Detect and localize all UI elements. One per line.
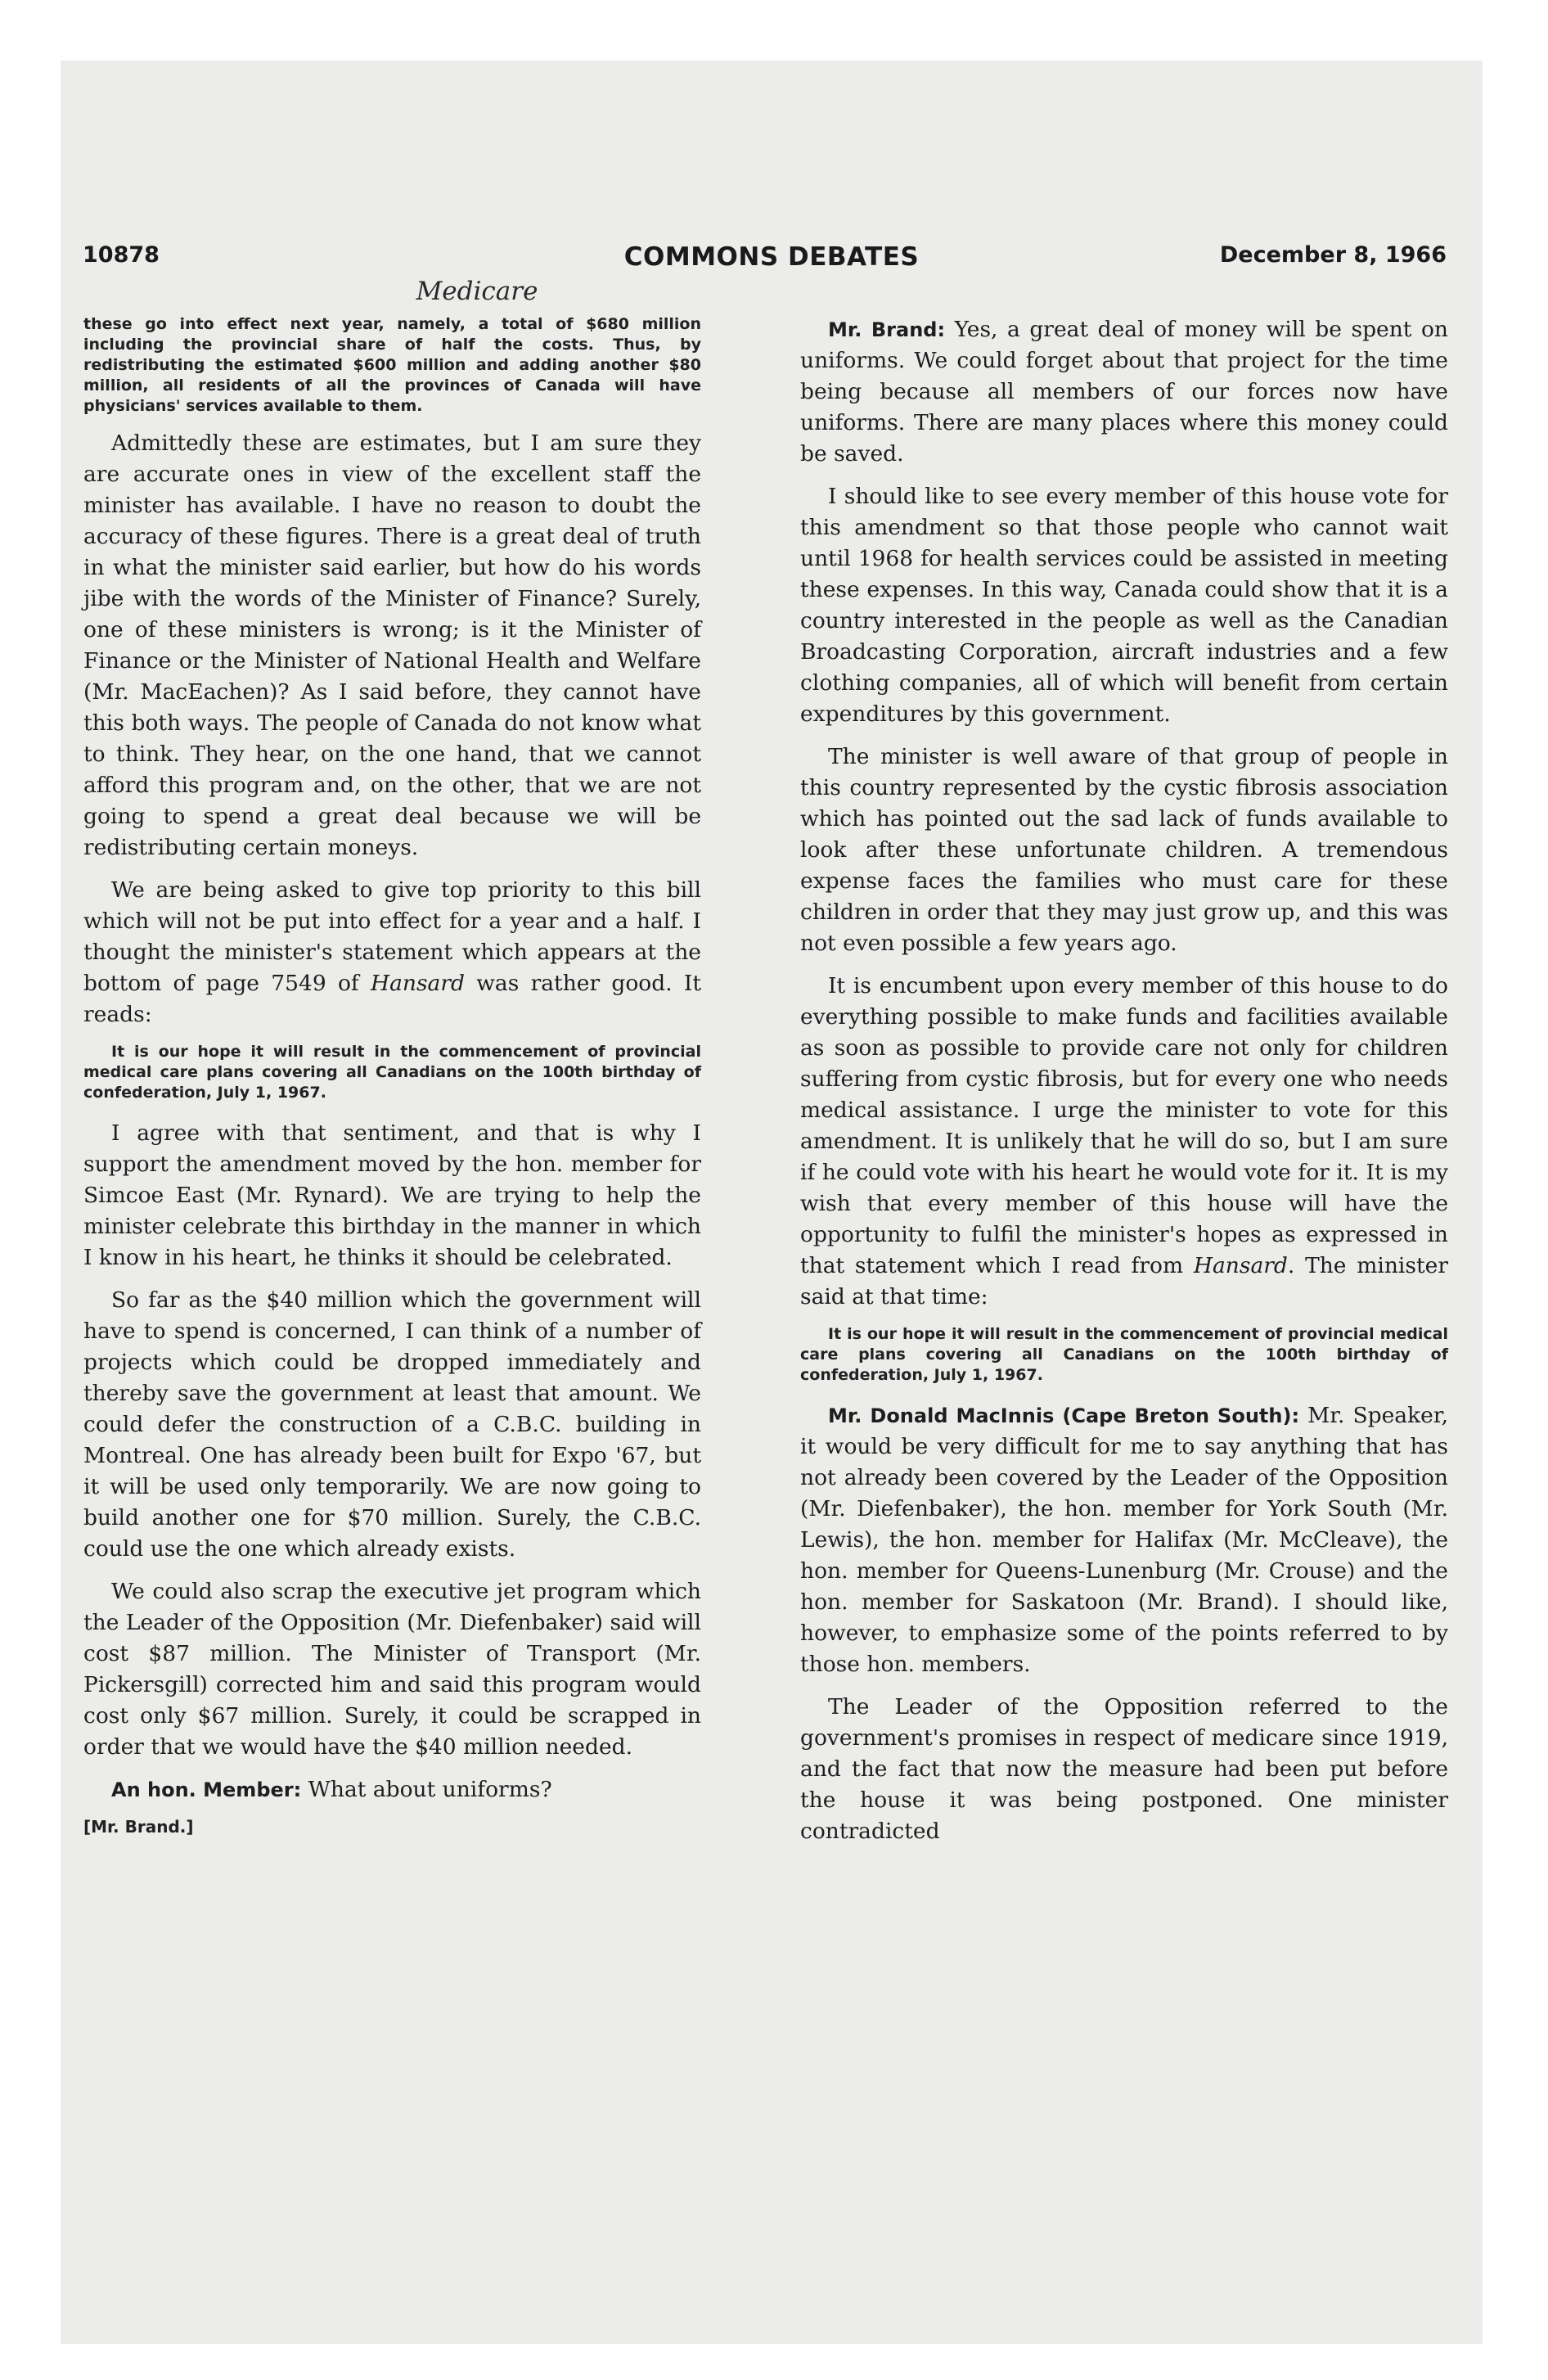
header-date: December 8, 1966: [1219, 242, 1447, 268]
speaker-name: Mr. Donald MacInnis (Cape Breton South):: [828, 1404, 1300, 1427]
intro-paragraph: these go into effect next year, namely, a total of $680 million including the provincial share of half the costs. Thus, by redistributing the estimated $600 million and adding another $80 million, all residents of all the provinces of Canada will have physicians' services available to them.: [83, 315, 701, 415]
speech: [800, 314, 1448, 470]
subject-heading: Medicare: [416, 277, 538, 306]
hansard-title: Hansard: [1193, 1253, 1288, 1278]
paragraph: The minister is well aware of that group of people in this country represented by the cystic fibrosis association which has pointed out the sad lack of funds available to look after these unfortunate children. A tremendous expense faces the families who must care for these children in order that they may just grow up, and this was not even possible a few years ago.: [800, 744, 1448, 956]
text: was rather good. It reads:: [83, 971, 702, 1027]
page-number: 10878: [83, 242, 160, 268]
paragraph: I should like to see every member of this house vote for this amendment so that those people who cannot wait until 1968 for health services could be assisted in meeting these expenses. In this way, Canada could show that it is a country interested in the people as well as the Canadian Broadcasting Corporation, aircraft industries and a few clothing companies, all of which will benefit from certain expenditures by this government.: [800, 484, 1448, 727]
paragraph: So far as the $40 million which the government will have to spend is concerned, I can think of a number of projects which could be dropped immediately and thereby save the government at least that amount. We could defer the construction of a C.B.C. building in Montreal. One has already been built for Expo '67, but it will be used only temporarily. We are now going to build another one for $70 million. Surely, the C.B.C. could use the one which already exists.: [83, 1287, 701, 1562]
block-quote: It is our hope it will result in the commencement of provincial medical care plans covering all Canadians on the 100th birthday of confederation, July 1, 1967.: [83, 1043, 701, 1102]
paragraph: I agree with that sentiment, and that is why I support the amendment moved by the hon. member for Simcoe East (Mr. Rynard). We are trying to help the minister celebrate this birthday in the manner in which I know in his heart, he thinks it should be celebrated.: [83, 1120, 701, 1270]
speech: [800, 1400, 1448, 1680]
paragraph: [800, 971, 1448, 1313]
speech-text: Yes, a great deal of money will be spent on uniforms. We could forget about that project for the time being because all members of our forces now have uniforms. There are many places where this money could be saved.: [800, 317, 1448, 467]
text: We are being asked to give top priority to this bill which will not be put into effect for a year and a half. I thought the minister's statement which appears at the bottom of page 7549 of: [83, 877, 701, 996]
speaker-name: An hon. Member:: [111, 1778, 302, 1801]
paragraph: Admittedly these are estimates, but I am sure they are accurate ones in view of the excellent staff the minister has available. I have no reason to doubt the accuracy of these figures. There is a great deal of truth in what the minister said earlier, but how do his words jibe with the words of the Minister of Finance? Surely, one of these ministers is wrong; is it the Minister of Finance or the Minister of National Health and Welfare (Mr. MacEachen)? As I said before, they cannot have this both ways. The people of Canada do not know what to think. They hear, on the one hand, that we cannot afford this program and, on the other, that we are not going to spend a great deal because we will be redistributing certain moneys.: [83, 430, 701, 860]
paragraph: We could also scrap the executive jet program which the Leader of the Opposition (Mr. Diefenbaker) said will cost $87 million. The Minister of Transport (Mr. Pickersgill) corrected him and said this program would cost only $67 million. Surely, it could be scrapped in order that we would have the $40 million needed.: [83, 1579, 701, 1760]
running-head: COMMONS DEBATES: [623, 242, 920, 272]
paragraph: [83, 875, 701, 1030]
page: [61, 61, 1483, 2344]
speech-text: What about uniforms?: [301, 1777, 552, 1802]
page-header: [61, 242, 1483, 291]
speech-text: Mr. Speaker, it would be very difficult for me to say anything that has not already been covered by the Leader of the Opposition (Mr. Diefenbaker), the hon. member for York South (Mr. Lewis), the hon. member for Halifax (Mr. McCleave), the hon. member for Queens-Lunenburg (Mr. Crouse) and the hon. member for Saskatoon (Mr. Brand). I should like, however, to emphasize some of the points referred to by those hon. members.: [800, 1403, 1448, 1677]
paragraph: The Leader of the Opposition referred to the government's promises in respect of medicare since 1919, and the fact that now the measure had been put before the house it was being postponed. One minister contradicted: [800, 1694, 1448, 1844]
speaker-marker: [Mr. Brand.]: [83, 1817, 194, 1837]
block-quote: It is our hope it will result in the commencement of provincial medical care plans covering all Canadians on the 100th birthday of confederation, July 1, 1967.: [800, 1325, 1448, 1384]
text: . The minister said at that time:: [800, 1253, 1448, 1309]
left-column: [83, 314, 701, 1837]
right-column: [800, 314, 1448, 1859]
interjection: [83, 1774, 701, 1805]
text: It is encumbent upon every member of this house to do everything possible to make funds and facilities available as soon as possible to provide care not only for children suffering from cystic fibrosis, but for every one who needs medical assistance. I urge the minister to vote for this amendment. It is unlikely that he will do so, but I am sure if he could vote with his heart he would vote for it. It is my wish that every member of this house will have the opportunity to fulfil the minister's hopes as expressed in that statement which I read from: [800, 973, 1448, 1278]
speaker-name: Mr. Brand:: [828, 318, 946, 341]
hansard-title: Hansard: [370, 971, 465, 996]
